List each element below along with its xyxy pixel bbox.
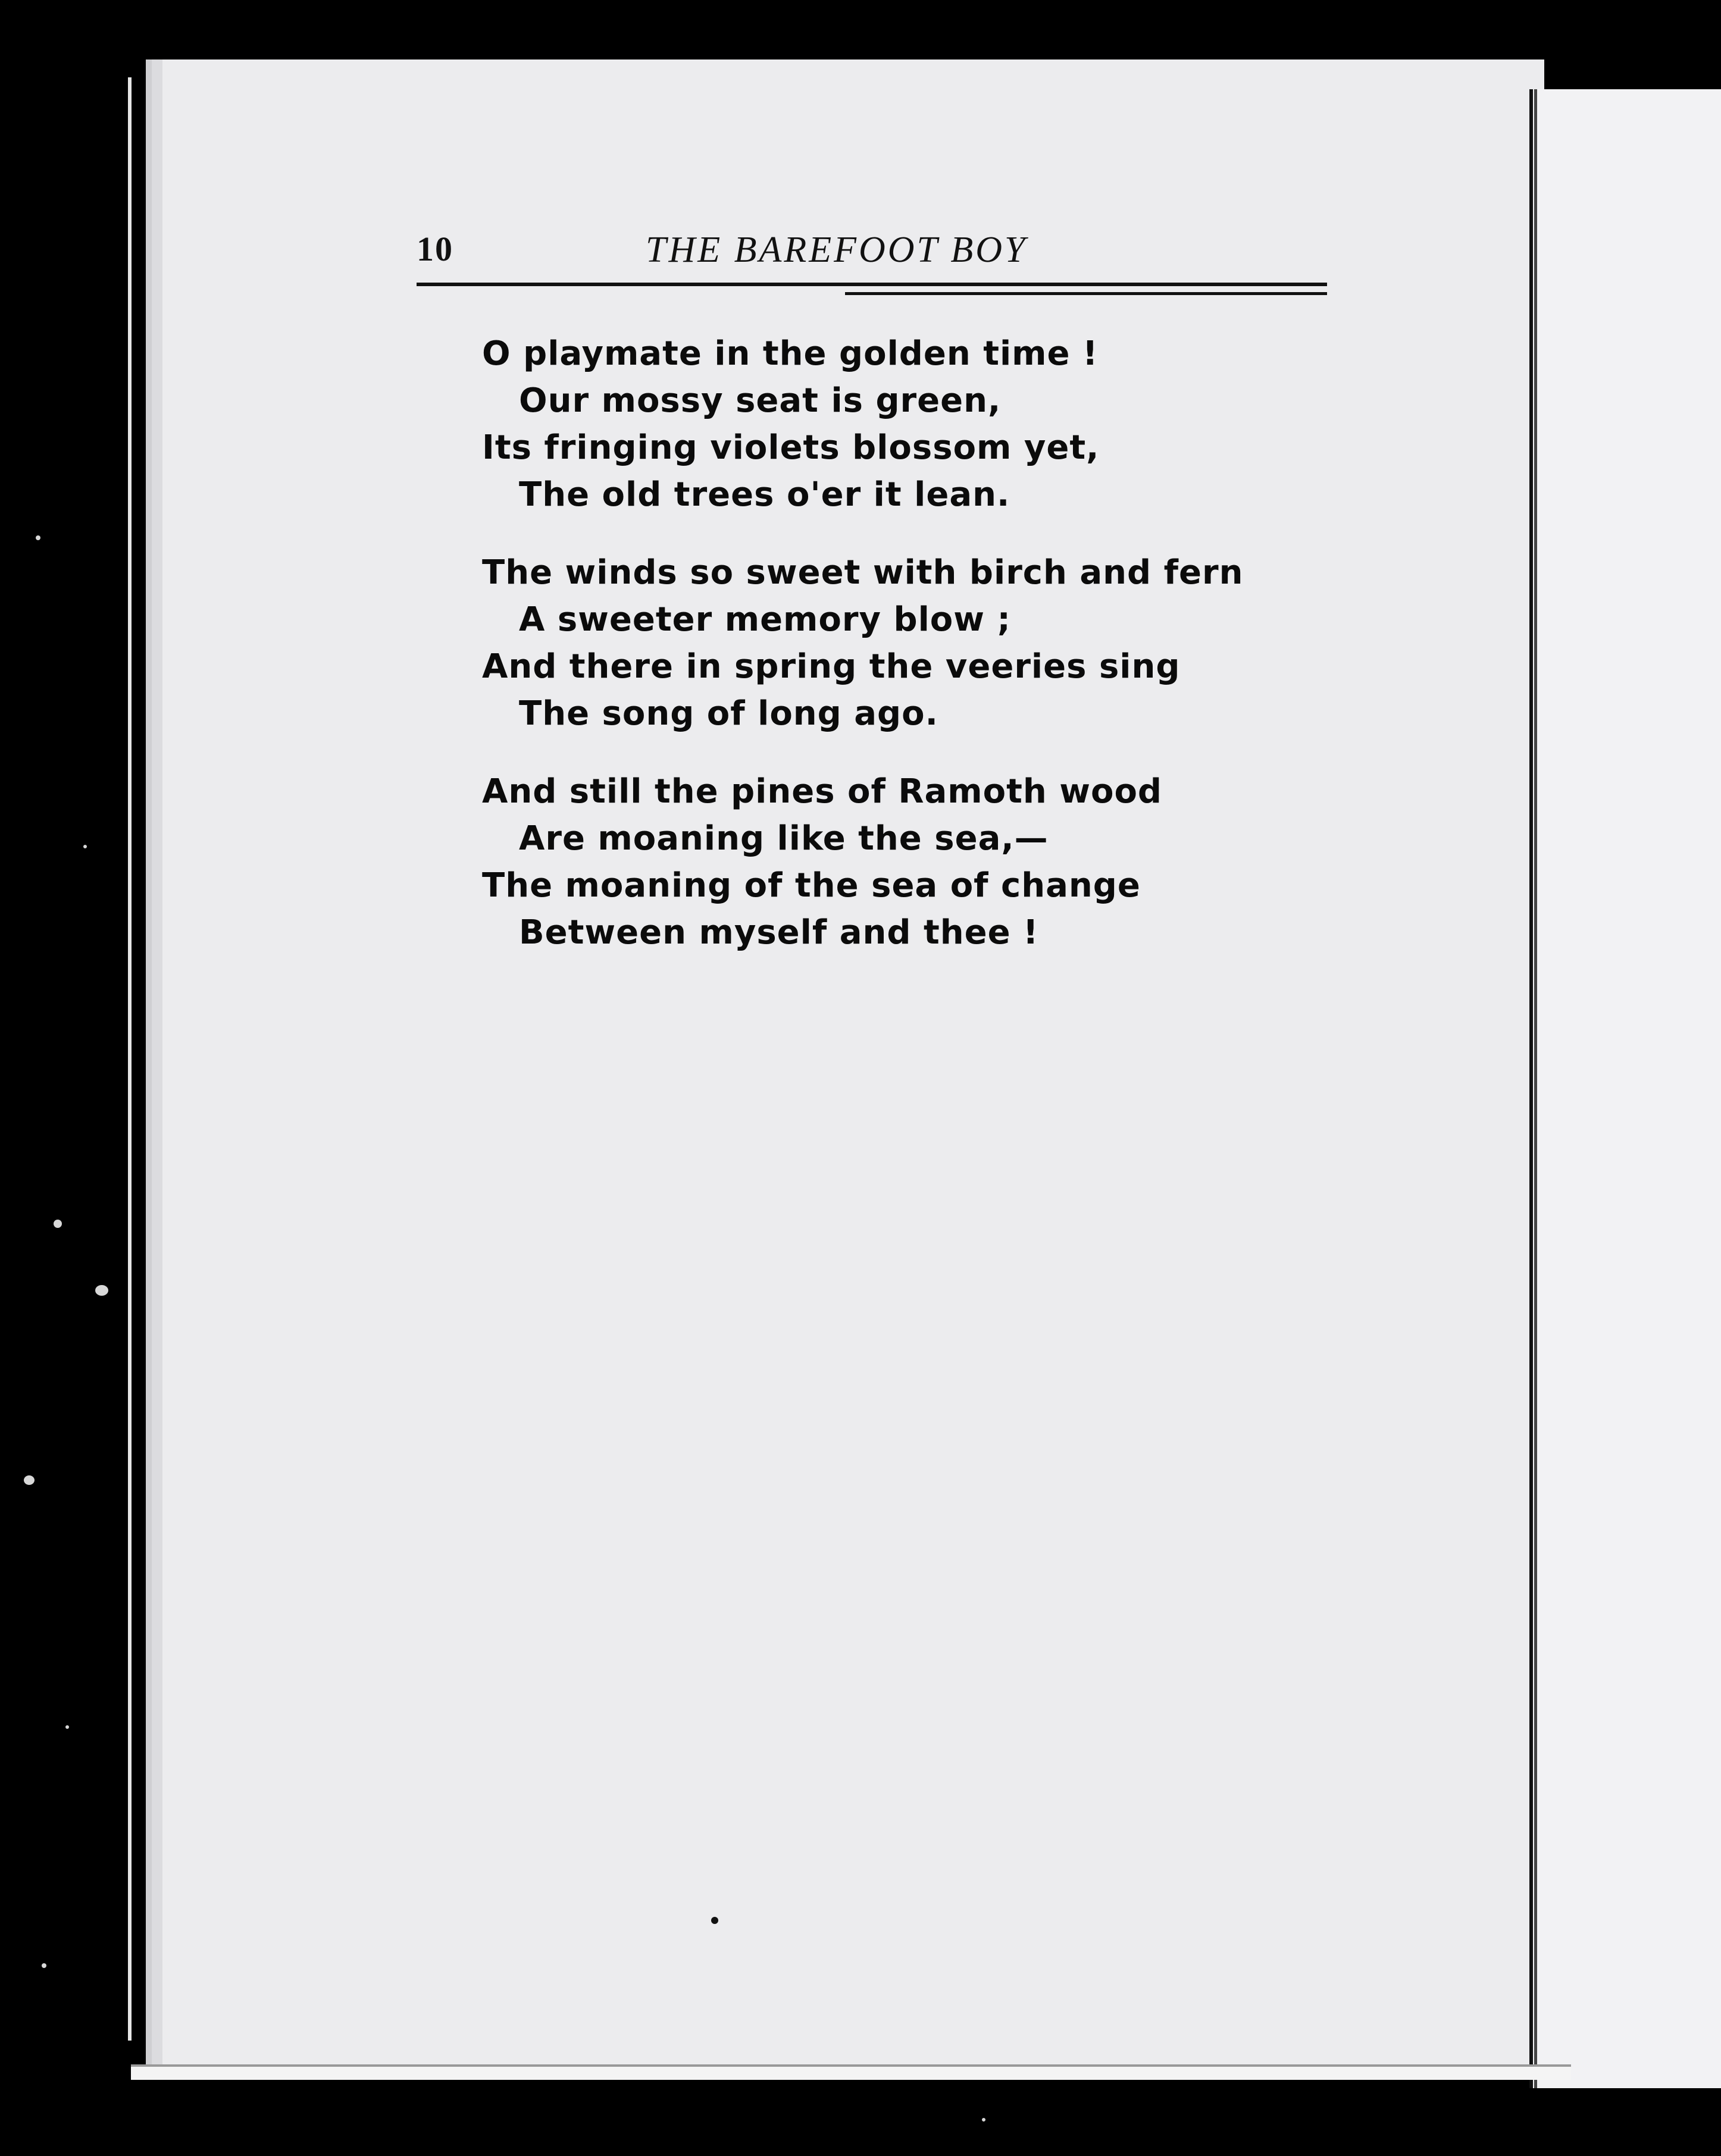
running-header bbox=[417, 229, 1327, 289]
poem-line: The winds so sweet with birch and fern bbox=[482, 553, 1244, 592]
stanza-2 bbox=[482, 549, 1256, 737]
dust-speck bbox=[54, 1220, 62, 1228]
poem-line: Its fringing violets blossom yet, bbox=[482, 428, 1100, 467]
stanza-1 bbox=[482, 330, 1256, 518]
running-title: THE BAREFOOT BOY bbox=[646, 230, 1028, 270]
poem-line: And there in spring the veeries sing bbox=[482, 647, 1181, 686]
dust-speck bbox=[83, 845, 87, 848]
poem-line: And still the pines of Ramoth wood bbox=[482, 772, 1163, 811]
header-rule-secondary bbox=[845, 292, 1327, 295]
page-bottom-edge bbox=[131, 2064, 1571, 2080]
poem-line: A sweeter memory blow ; bbox=[519, 600, 1011, 639]
book-page-right bbox=[1529, 89, 1721, 2088]
dust-speck bbox=[36, 535, 40, 540]
dust-speck bbox=[42, 1963, 46, 1968]
stanza-3 bbox=[482, 768, 1256, 956]
poem-line: The old trees o'er it lean. bbox=[519, 475, 1010, 514]
poem-line: Are moaning like the sea,— bbox=[519, 819, 1049, 858]
poem-line: Between myself and thee ! bbox=[519, 913, 1039, 952]
poem-line: Our mossy seat is green, bbox=[519, 381, 1002, 420]
dust-speck bbox=[982, 2118, 985, 2121]
poem-body bbox=[482, 330, 1256, 987]
dust-speck bbox=[24, 1475, 35, 1485]
page-number: 10 bbox=[417, 230, 453, 268]
ink-dot bbox=[711, 1917, 718, 1924]
header-rule bbox=[417, 283, 1327, 286]
poem-line: O playmate in the golden time ! bbox=[482, 334, 1099, 373]
dust-speck bbox=[95, 1285, 108, 1296]
poem-line: The song of long ago. bbox=[519, 694, 938, 733]
dust-speck bbox=[65, 1725, 69, 1729]
book-gutter bbox=[1534, 89, 1537, 2088]
poem-line: The moaning of the sea of change bbox=[482, 866, 1141, 905]
